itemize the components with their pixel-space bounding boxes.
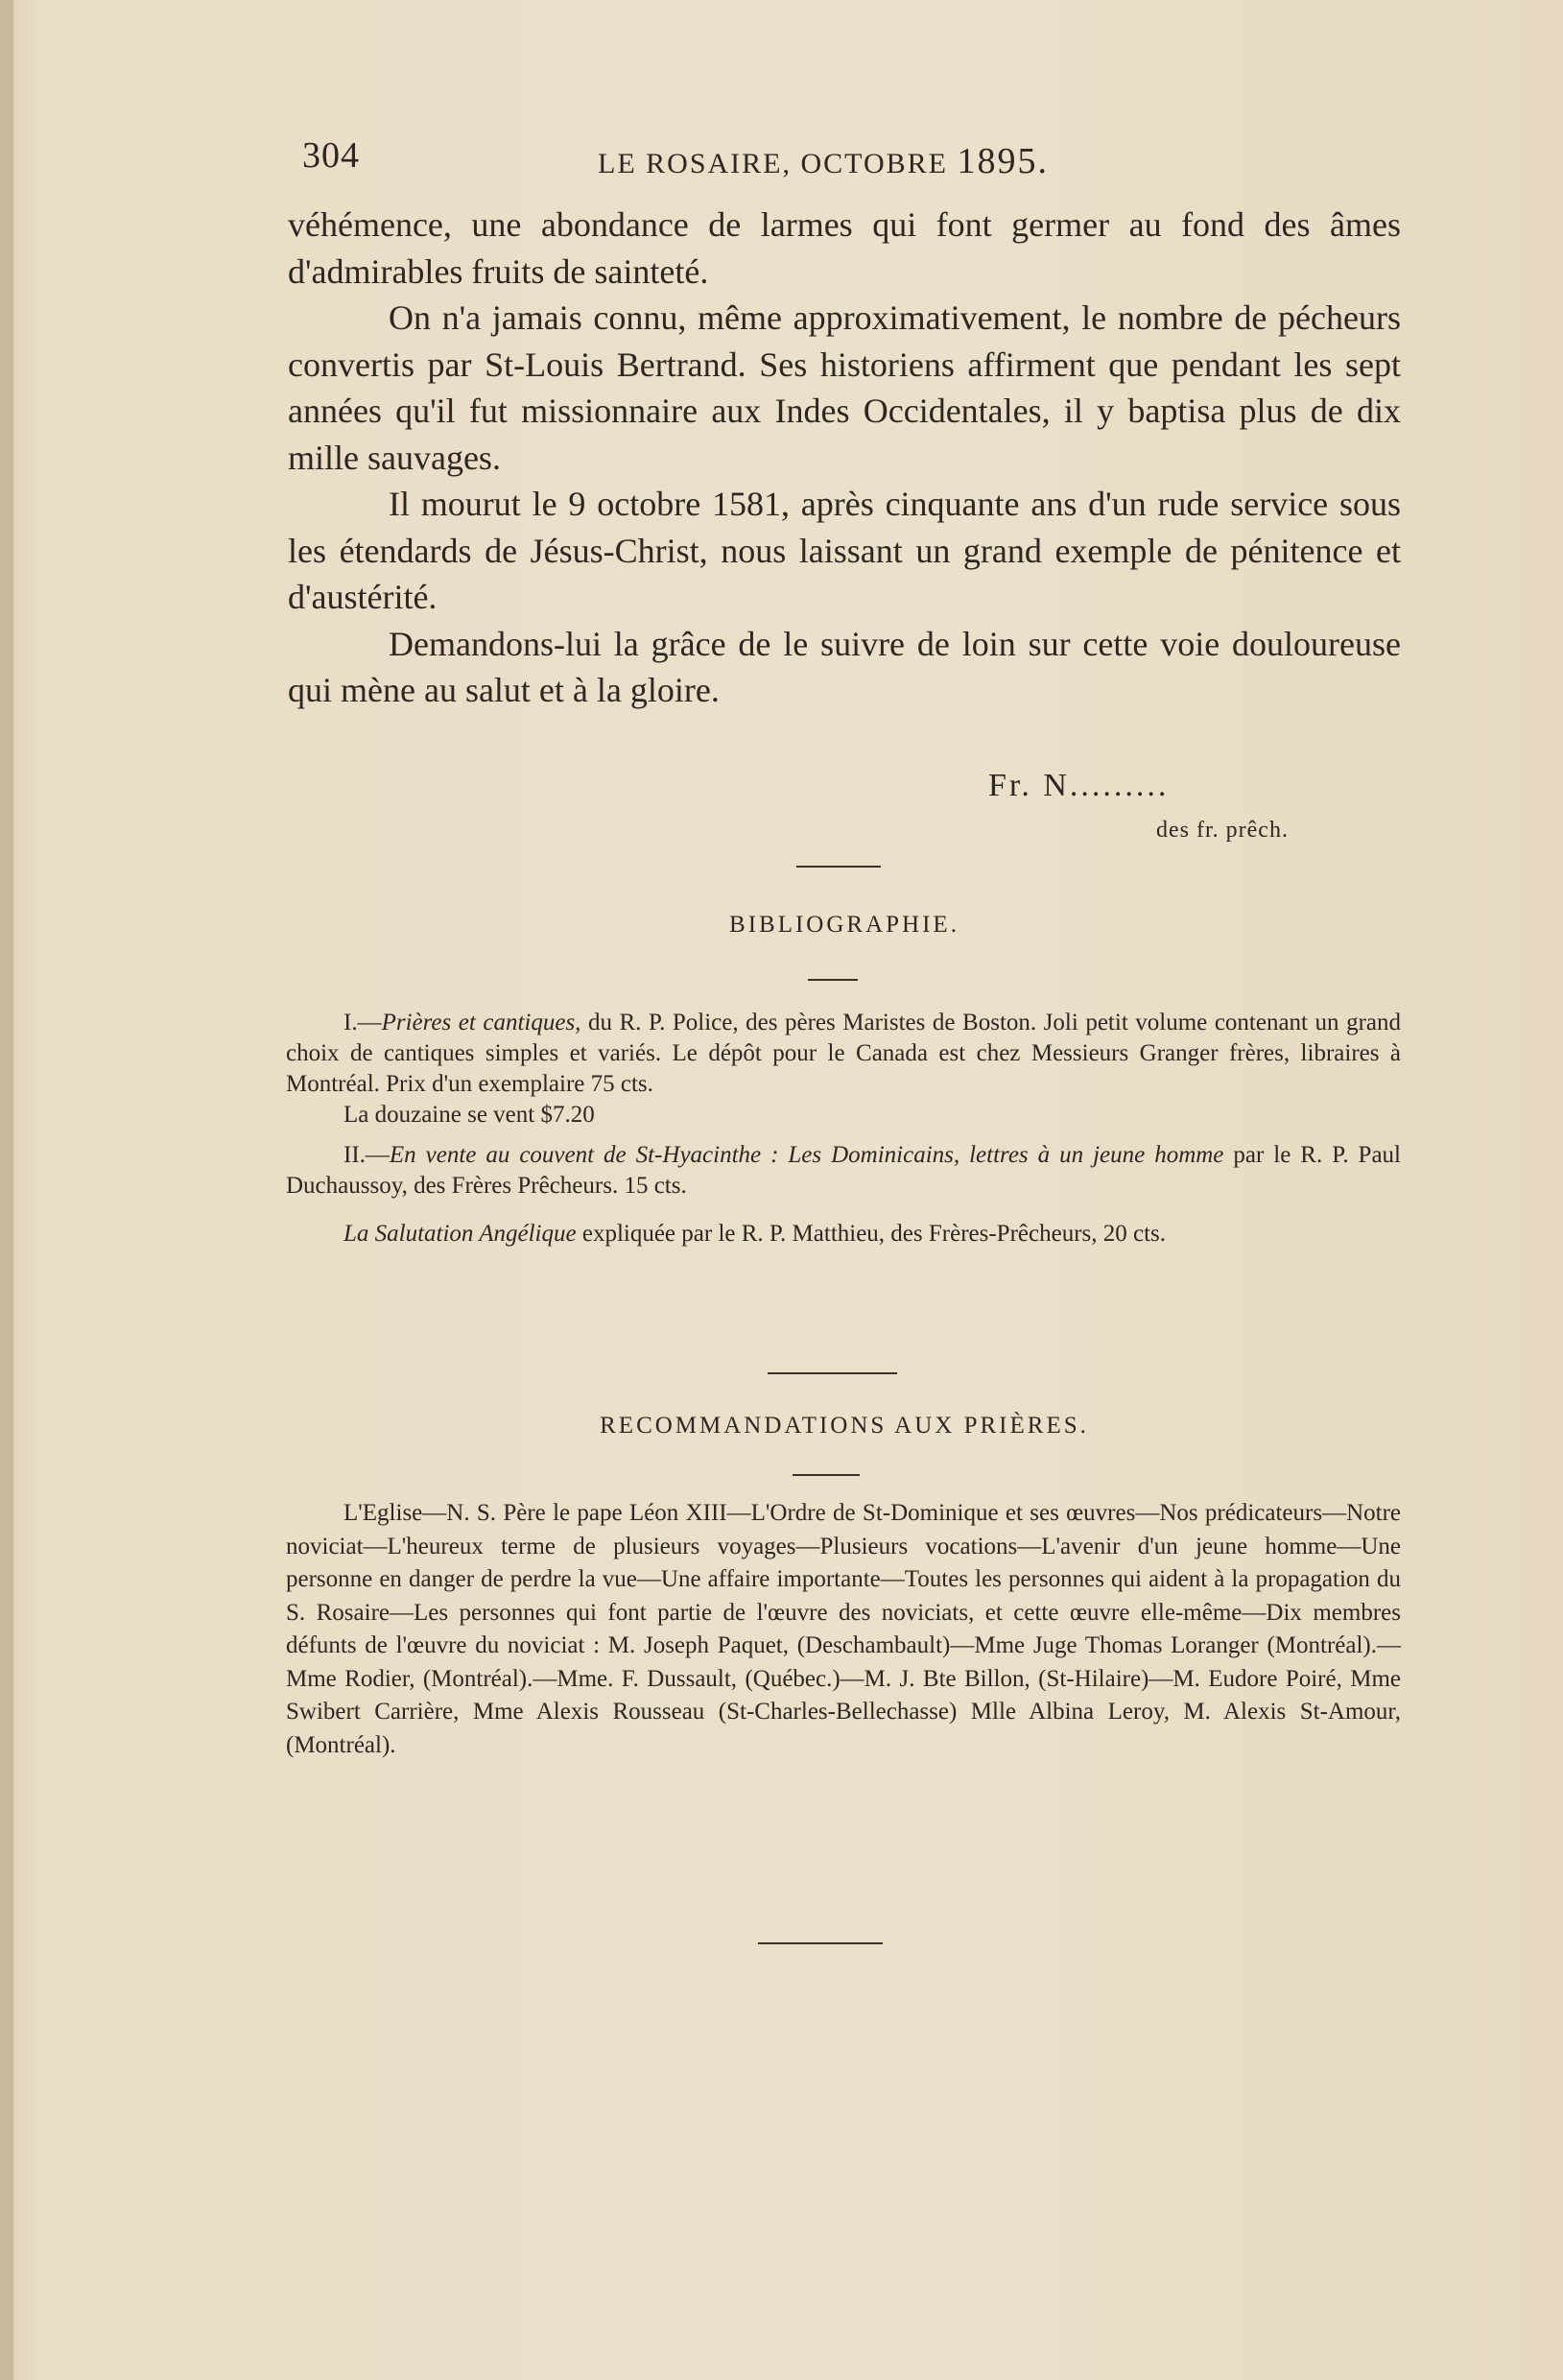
- divider-rule: [808, 979, 858, 981]
- bibliography-item-3: [286, 1219, 1401, 1250]
- bibliography-item-1-price: La douzaine se vent $7.20: [343, 1102, 595, 1128]
- running-title-text: LE ROSAIRE, OCTOBRE: [598, 148, 948, 179]
- page-spine-shadow: [0, 0, 13, 2380]
- paragraph-1: véhémence, une abondance de larmes qui font germer au fond des âmes d'admirables fruits de sainteté.: [288, 205, 1401, 291]
- divider-rule: [796, 866, 881, 868]
- paragraph-3: Il mourut le 9 octobre 1581, après cinquante ans d'un rude service sous les étendards de Jésus-Christ, nous laissant un grand exemple de pénitence et d'austérité.: [288, 485, 1401, 616]
- item-number: II.—: [343, 1142, 390, 1168]
- bibliographie-list: [286, 1008, 1401, 1250]
- divider-rule: [793, 1474, 860, 1476]
- running-title-year: 1895.: [957, 141, 1049, 181]
- bibliography-item-2: [286, 1140, 1401, 1202]
- paragraph-4: Demandons-lui la grâce de le suivre de loin sur cette voie douloureuse qui mène au salut et à la gloire.: [288, 624, 1401, 709]
- bibliography-item-1: [286, 1008, 1401, 1100]
- divider-rule: [768, 1372, 897, 1374]
- item-title: La Salutation Angélique: [343, 1221, 577, 1247]
- item-description: expliquée par le R. P. Matthieu, des Frères-Prêcheurs, 20 cts.: [576, 1221, 1167, 1247]
- item-title: Prières et cantiques,: [381, 1010, 581, 1035]
- paragraph-2: On n'a jamais connu, même approximativement, le nombre de pécheurs convertis par St-Louis Bertrand. Ses historiens affirment que pendant les sept années qu'il fut missionnaire aux Indes Occidentales, il y baptisa plus de dix mille sauvages.: [288, 298, 1401, 477]
- page-header: [302, 134, 1406, 192]
- recommandations-title: RECOMMANDATIONS AUX PRIÈRES.: [600, 1413, 1089, 1439]
- item-title: En vente au couvent de St-Hyacinthe : Les Dominicains, lettres à un jeune homme: [389, 1142, 1224, 1168]
- recommandations-text-block: [286, 1497, 1401, 1762]
- article-body: [288, 202, 1401, 714]
- item-description: du R. P. Police, des pères Maristes de Boston. Joli petit volume contenant un grand choix de cantiques simples et variés. Le dépôt pour le Canada est chez Messieurs Granger frères, libraires à Montréal. Prix d'un exemplaire 75 cts.: [286, 1010, 1401, 1097]
- running-title: [598, 140, 1049, 182]
- bibliographie-title: BIBLIOGRAPHIE.: [729, 912, 959, 938]
- item-description: par le R. P. Paul Duchaussoy, des Frères Prêcheurs. 15 cts.: [286, 1142, 1401, 1199]
- item-number: I.—: [343, 1010, 382, 1035]
- end-rule: [758, 1942, 883, 1944]
- page-number: 304: [302, 135, 360, 176]
- signature-subtitle: des fr. prêch.: [1156, 818, 1289, 843]
- signature-name: Fr. N.........: [988, 768, 1170, 803]
- recommandations-text: L'Eglise—N. S. Père le pape Léon XIII—L'Ordre de St-Dominique et ses œuvres—Nos prédicateurs—Notre noviciat—L'heureux terme de plusieurs voyages—Plusieurs vocations—L'avenir d'un jeune homme—Une personne en danger de perdre la vue—Une affaire importante—Toutes les personnes qui aident à la propagation du S. Rosaire—Les personnes qui font partie de l'œuvre des noviciats, et cette œuvre elle-même—Dix membres défunts de l'œuvre du noviciat : M. Joseph Paquet, (Deschambault)—Mme Juge Thomas Loranger (Montréal).—Mme Rodier, (Montréal).—Mme. F. Dussault, (Québec.)—M. J. Bte Billon, (St-Hilaire)—M. Eudore Poiré, Mme Swibert Carrière, Mme Alexis Rousseau (St-Charles-Bellechasse) Mlle Albina Leroy, M. Alexis St-Amour, (Montréal).: [286, 1500, 1401, 1758]
